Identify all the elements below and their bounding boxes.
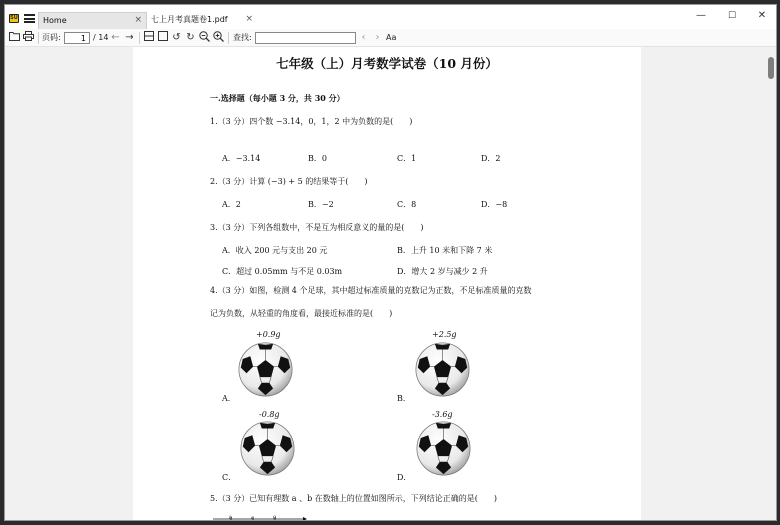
find-label: 查找: [233,33,252,42]
arrow-right-icon[interactable]: → [125,32,134,43]
question-2: 2.（3 分）计算 (−3) + 5 的结果等于( ) [210,177,368,186]
toolbar-divider [38,32,39,44]
question-5: 5.（3 分）已知有理数 a 、b 在数轴上的位置如图所示，下列结论正确的是( ) [210,494,498,503]
document-viewer[interactable] [5,47,776,521]
option-b: B．0 [308,154,327,163]
question-1: 1.（3 分）四个数 −3.14，0，1，2 中为负数的是( ) [210,117,413,126]
number-line-label: 0 [273,515,277,521]
option-a: A．收入 200 元与支出 20 元 [222,246,328,255]
pdf-viewer-window [4,4,777,521]
ball-label: -0.8g [259,410,280,419]
page-total: / 14 [93,33,109,42]
maximize-button[interactable]: ☐ [727,11,737,21]
option-d: D．−8 [481,200,508,209]
option-c: C．1 [397,154,417,163]
option-a: A．−3.14 [222,154,261,163]
number-line [213,515,308,521]
chevron-left-icon[interactable]: ‹ [361,32,366,43]
toolbar [5,29,776,47]
question-4-line-2: 记为负数，从轻重的角度看，最接近标准的是( ) [210,309,393,318]
number-line-label: a [251,515,254,521]
page-title: 七年级（上）月考数学试卷（10 月份） [276,56,498,71]
printer-icon[interactable] [22,31,35,44]
rotate-right-icon[interactable]: ↻ [186,32,195,43]
soccer-ball-icon [237,341,294,398]
zoom-in-icon[interactable] [212,31,225,44]
option-d: D．2 [481,154,501,163]
option-c: C． [222,473,237,482]
single-page-icon[interactable] [156,31,169,44]
option-c: C．8 [397,200,417,209]
page-number-input[interactable] [64,32,90,44]
tab-label: 七上月考真题卷1.pdf [151,15,228,24]
two-page-icon[interactable] [142,31,155,44]
close-window-button[interactable]: ✕ [757,10,767,21]
scrollbar-thumb[interactable] [768,57,774,79]
question-3: 3.（3 分）下列各组数中，不是互为相反意义的量的是( ) [210,223,424,232]
soccer-ball-icon [414,341,471,398]
number-line-label: b [229,515,233,521]
page-label: 页码: [42,33,61,42]
option-b: B． [397,394,411,403]
app-logo-icon: SU [10,15,18,21]
tab-label: Home [43,16,67,25]
search-input[interactable] [255,32,356,44]
option-b: B．−2 [308,200,334,209]
option-a: A． [222,394,236,403]
question-4-line-1: 4.（3 分）如图，检测 4 个足球，其中超过标准质量的克数记为正数，不足标准质量的克数 [210,286,532,295]
arrow-left-icon[interactable]: ← [111,32,120,43]
option-a: A．2 [222,200,241,209]
toolbar-divider [228,32,229,44]
section-heading: 一.选择题（每小题 3 分，共 30 分） [210,93,345,103]
toolbar-divider [139,32,140,44]
option-d: D． [397,473,412,482]
pdf-page [133,47,641,521]
menu-icon[interactable] [24,14,35,23]
ball-label: +0.9g [256,330,281,339]
rotate-left-icon[interactable]: ↺ [172,32,181,43]
soccer-ball-icon [239,420,296,477]
ball-label: -3.6g [432,410,453,419]
folder-icon[interactable] [8,31,21,44]
minimize-button[interactable]: — [696,10,706,21]
tab-document[interactable] [147,12,257,29]
option-d: D．增大 2 岁与减少 2 升 [397,267,488,276]
match-case-button[interactable]: Aa [386,33,397,42]
option-c: C．超过 0.05mm 与不足 0.03m [222,267,343,276]
close-tab-icon[interactable]: × [245,14,253,24]
soccer-ball-icon [415,420,472,477]
zoom-out-icon[interactable] [198,31,211,44]
option-b: B．上升 10 米和下降 7 米 [397,246,493,255]
close-tab-icon[interactable]: × [134,15,142,25]
ball-label: +2.5g [432,330,457,339]
title-bar [5,5,776,29]
chevron-right-icon[interactable]: › [375,32,380,43]
tab-home[interactable] [38,12,147,29]
